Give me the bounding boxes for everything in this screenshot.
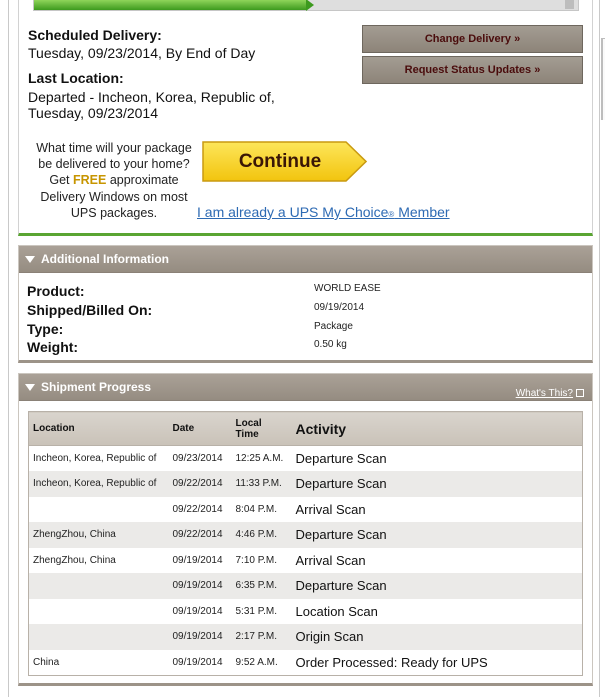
info-value: Package xyxy=(314,321,353,332)
cell-date: 09/19/2014 xyxy=(169,624,232,650)
cell-time: 4:46 P.M. xyxy=(232,522,292,548)
change-delivery-button[interactable]: Change Delivery » xyxy=(362,25,583,53)
column-header-activity: Activity xyxy=(292,412,583,446)
cell-activity: Arrival Scan xyxy=(295,501,366,517)
table-row xyxy=(29,624,583,650)
column-header-location: Location xyxy=(29,412,169,446)
info-value: 09/19/2014 xyxy=(314,302,365,313)
promo-free-word: FREE xyxy=(73,173,107,188)
info-label: Product: xyxy=(27,283,85,299)
cell-location: Incheon, Korea, Republic of xyxy=(33,453,157,464)
promo-line xyxy=(28,172,200,188)
info-value: WORLD EASE xyxy=(314,283,381,294)
page-frame-right xyxy=(599,0,600,697)
my-choice-member-link[interactable] xyxy=(197,204,450,220)
table-row xyxy=(29,446,583,472)
cell-location xyxy=(29,573,169,599)
cell-time: 6:35 P.M. xyxy=(232,573,292,599)
additional-information-panel xyxy=(18,245,593,363)
whats-this-link[interactable] xyxy=(516,380,584,407)
info-label: Type: xyxy=(27,321,64,337)
last-location-value: Departed - Incheon, Korea, Republic of, xyxy=(28,89,275,105)
promo-line: What time will your package xyxy=(36,141,192,155)
table-row xyxy=(29,573,583,599)
promo-line: Delivery Windows on most xyxy=(40,189,188,204)
cell-date: 09/22/2014 xyxy=(169,471,232,497)
last-location-label: Last Location: xyxy=(28,70,124,86)
shipment-progress-panel xyxy=(18,373,593,686)
promo-line: UPS packages. xyxy=(70,205,158,220)
additional-information-title: Additional Information xyxy=(41,252,169,266)
cell-date: 09/22/2014 xyxy=(172,503,223,515)
continue-button-label: Continue xyxy=(238,151,322,172)
table-row xyxy=(29,548,583,574)
last-location-date: Tuesday, 09/23/2014 xyxy=(28,105,158,121)
cell-activity: Origin Scan xyxy=(292,624,583,650)
cell-activity: Arrival Scan xyxy=(295,552,366,568)
cell-date: 09/19/2014 xyxy=(172,656,223,668)
shipment-progress-header[interactable] xyxy=(19,374,592,401)
collapse-triangle-icon xyxy=(25,256,35,263)
adjacent-panel-edge xyxy=(601,38,605,120)
cell-location xyxy=(29,497,169,523)
cell-time: 5:31 P.M. xyxy=(235,605,278,617)
cell-date: 09/19/2014 xyxy=(169,573,232,599)
cell-time: 7:10 P.M. xyxy=(235,554,278,566)
cell-location: Incheon, Korea, Republic of xyxy=(29,471,169,497)
info-label: Shipped/Billed On: xyxy=(27,302,153,318)
member-link-text: I am already a UPS My Choice xyxy=(197,204,389,220)
column-header-local-time xyxy=(232,412,292,446)
cell-location: ZhengZhou, China xyxy=(33,554,116,566)
cell-activity: Departure Scan xyxy=(292,471,583,497)
progress-end-marker xyxy=(565,0,574,9)
popup-window-icon xyxy=(576,389,584,397)
cell-date: 09/23/2014 xyxy=(172,453,223,464)
cell-date: 09/22/2014 xyxy=(169,522,232,548)
table-row xyxy=(29,471,583,497)
local-time-line: Local xyxy=(235,417,262,429)
local-time-line: Time xyxy=(235,428,259,440)
delivery-progress-bar xyxy=(33,0,579,11)
cell-location xyxy=(29,624,169,650)
cell-date: 09/19/2014 xyxy=(172,554,223,566)
cell-time: 2:17 P.M. xyxy=(232,624,292,650)
shipment-progress-table xyxy=(28,411,583,676)
table-row xyxy=(29,650,583,676)
whats-this-label: What's This? xyxy=(515,388,573,399)
promo-get-word: Get xyxy=(49,173,70,188)
info-label: Weight: xyxy=(27,339,79,355)
column-header-date: Date xyxy=(169,412,232,446)
cell-location: China xyxy=(33,656,60,668)
cell-activity: Departure Scan xyxy=(292,573,583,599)
my-choice-promo-text xyxy=(28,140,200,221)
info-value: 0.50 kg xyxy=(314,339,347,350)
page-frame-left xyxy=(8,0,9,697)
cell-activity: Departure Scan xyxy=(292,522,583,548)
cell-location xyxy=(29,599,169,625)
continue-button[interactable] xyxy=(202,141,367,182)
scheduled-delivery-label: Scheduled Delivery: xyxy=(28,27,162,43)
progress-arrow-icon xyxy=(306,0,314,11)
cell-activity: Order Processed: Ready for UPS xyxy=(295,654,488,670)
promo-line: be delivered to your home? xyxy=(38,157,190,172)
collapse-triangle-icon xyxy=(25,384,35,391)
delivery-progress-fill xyxy=(34,0,306,10)
table-row xyxy=(29,522,583,548)
cell-date: 09/19/2014 xyxy=(172,605,223,617)
cell-activity: Location Scan xyxy=(295,603,378,619)
member-link-tail: Member xyxy=(394,204,450,220)
delivery-status-card xyxy=(18,0,593,236)
scheduled-delivery-value: Tuesday, 09/23/2014, By End of Day xyxy=(28,45,256,61)
table-row xyxy=(29,599,583,625)
promo-approx-word: approximate xyxy=(109,173,179,188)
cell-time: 9:52 A.M. xyxy=(235,656,278,668)
cell-time: 8:04 P.M. xyxy=(235,503,278,515)
registered-mark: ® xyxy=(388,210,395,219)
cell-time: 11:33 P.M. xyxy=(232,471,292,497)
table-row xyxy=(29,497,583,523)
cell-time: 12:25 A.M. xyxy=(235,453,284,464)
shipment-progress-title: Shipment Progress xyxy=(41,380,152,394)
additional-information-header[interactable] xyxy=(19,246,592,273)
cell-location: ZhengZhou, China xyxy=(29,522,169,548)
cell-activity: Departure Scan xyxy=(295,451,387,466)
table-header-row xyxy=(29,412,583,446)
request-status-updates-button[interactable]: Request Status Updates » xyxy=(362,56,583,84)
